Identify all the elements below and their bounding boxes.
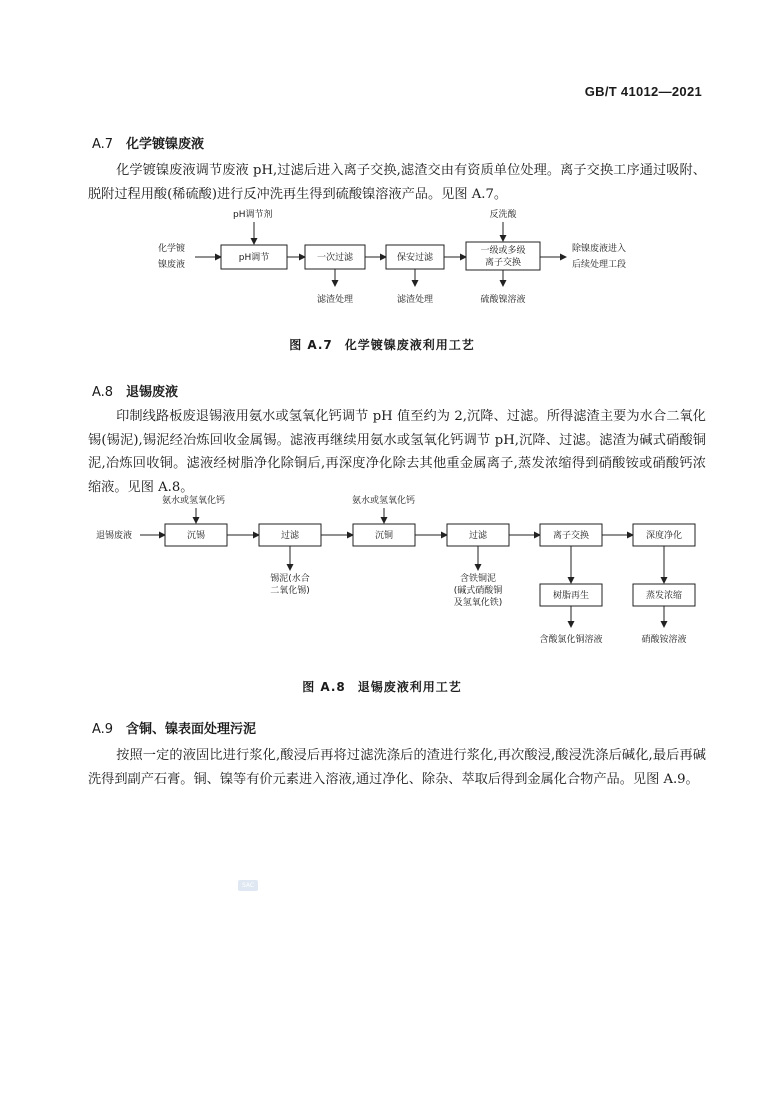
section-heading-a8 <box>92 381 178 400</box>
a8-box8-label: 蒸发浓缩 <box>645 591 683 601</box>
watermark-logo: SAC <box>238 880 258 891</box>
figure-a7-caption <box>0 336 776 353</box>
a8-box3-label: 沉铜 <box>374 531 394 541</box>
a7-input-line2: 镍废液 <box>158 260 186 270</box>
a8-tin-line2: 二氧化锡) <box>270 586 310 596</box>
a7-output-line1: 除镍废液进入 <box>572 244 627 254</box>
caption-title: 化学镀镍废液利用工艺 <box>344 338 475 352</box>
a7-output-line2: 后续处理工段 <box>572 260 627 270</box>
section-heading-a7 <box>92 133 204 152</box>
caption-title: 退锡废液利用工艺 <box>357 680 462 694</box>
section-number: A.7 <box>92 137 114 152</box>
a7-box4-line2: 离子交换 <box>484 258 522 268</box>
a8-product2: 硝酸铵溶液 <box>641 635 687 645</box>
a7-box3-label: 保安过滤 <box>396 253 434 263</box>
a8-reagent1: 氨水或氢氧化钙 <box>162 496 226 506</box>
paragraph-text: 按照一定的液固比进行浆化,酸浸后再将过滤洗涤后的渣进行浆化,再次酸浸,酸浸洗涤后碱化,最后再碱洗得到副产石膏。铜、镍等有价元素进入溶液,通过净化、除杂、萃取后得到金属化合物产品。见图 A.9。 <box>88 748 706 787</box>
a8-tin-line1: 锡泥(水合 <box>270 574 310 584</box>
figure-a8-diagram <box>0 490 776 655</box>
a8-cu-line3: 及氢氧化铁) <box>453 598 503 608</box>
section-heading-a9 <box>92 718 256 737</box>
a7-box2-label: 一次过滤 <box>316 253 354 263</box>
a8-box1-label: 沉锡 <box>186 531 206 541</box>
a7-residue1: 滤渣处理 <box>316 295 354 305</box>
figure-a7-diagram <box>0 200 776 320</box>
section-paragraph-a8 <box>88 405 706 499</box>
section-title: 化学镀镍废液 <box>126 137 205 152</box>
section-paragraph-a7 <box>88 159 706 206</box>
a8-box5-label: 离子交换 <box>552 531 590 541</box>
section-number: A.9 <box>92 722 114 737</box>
a8-box6-label: 深度净化 <box>645 531 683 541</box>
a8-cu-line2: (碱式硝酸铜 <box>453 586 503 596</box>
figure-a8-caption <box>0 678 776 695</box>
a8-box7-label: 树脂再生 <box>552 591 590 601</box>
section-paragraph-a9 <box>88 744 706 791</box>
a7-box4-line1: 一级或多级 <box>480 246 526 256</box>
a7-product: 硫酸镍溶液 <box>480 295 526 305</box>
a7-acid: 反洗酸 <box>489 210 517 220</box>
a7-residue2: 滤渣处理 <box>396 295 434 305</box>
paragraph-text: 化学镀镍废液调节废液 pH,过滤后进入离子交换,滤渣交由有资质单位处理。离子交换工序通过吸附、脱附过程用酸(稀硫酸)进行反冲洗再生得到硫酸镍溶液产品。见图 A.7。 <box>88 163 706 202</box>
caption-number: 图 A.8 <box>302 680 346 694</box>
section-title: 含铜、镍表面处理污泥 <box>126 722 257 737</box>
paragraph-text: 印制线路板废退锡液用氨水或氢氧化钙调节 pH 值至约为 2,沉降、过滤。所得滤渣主要为水合二氧化锡(锡泥),锡泥经冶炼回收金属锡。滤液再继续用氨水或氢氧化钙调节 pH,沉降、过滤。滤渣为碱式硝酸铜泥,冶炼回收铜。滤液经树脂净化除铜后,再深度净化除去其他重金属离子,蒸发浓缩得到硝酸铵或硝酸钙浓缩液。见图 A.8。 <box>88 409 706 495</box>
a8-cu-line1: 含铁铜泥 <box>459 574 497 584</box>
a8-box4-label: 过滤 <box>468 531 488 541</box>
a7-box1-label: pH调节 <box>238 253 270 263</box>
section-title: 退锡废液 <box>126 385 179 400</box>
caption-number: 图 A.7 <box>289 338 333 352</box>
a7-reagent: pH调节剂 <box>233 210 273 220</box>
standard-number: GB/T 41012—2021 <box>584 84 702 99</box>
section-number: A.8 <box>92 385 114 400</box>
a8-reagent2: 氨水或氢氧化钙 <box>352 496 416 506</box>
a7-input-line1: 化学镀 <box>158 244 186 254</box>
a8-input: 退锡废液 <box>96 531 133 541</box>
a8-box2-label: 过滤 <box>280 531 300 541</box>
a8-product1: 含酸氯化铜溶液 <box>539 635 603 645</box>
